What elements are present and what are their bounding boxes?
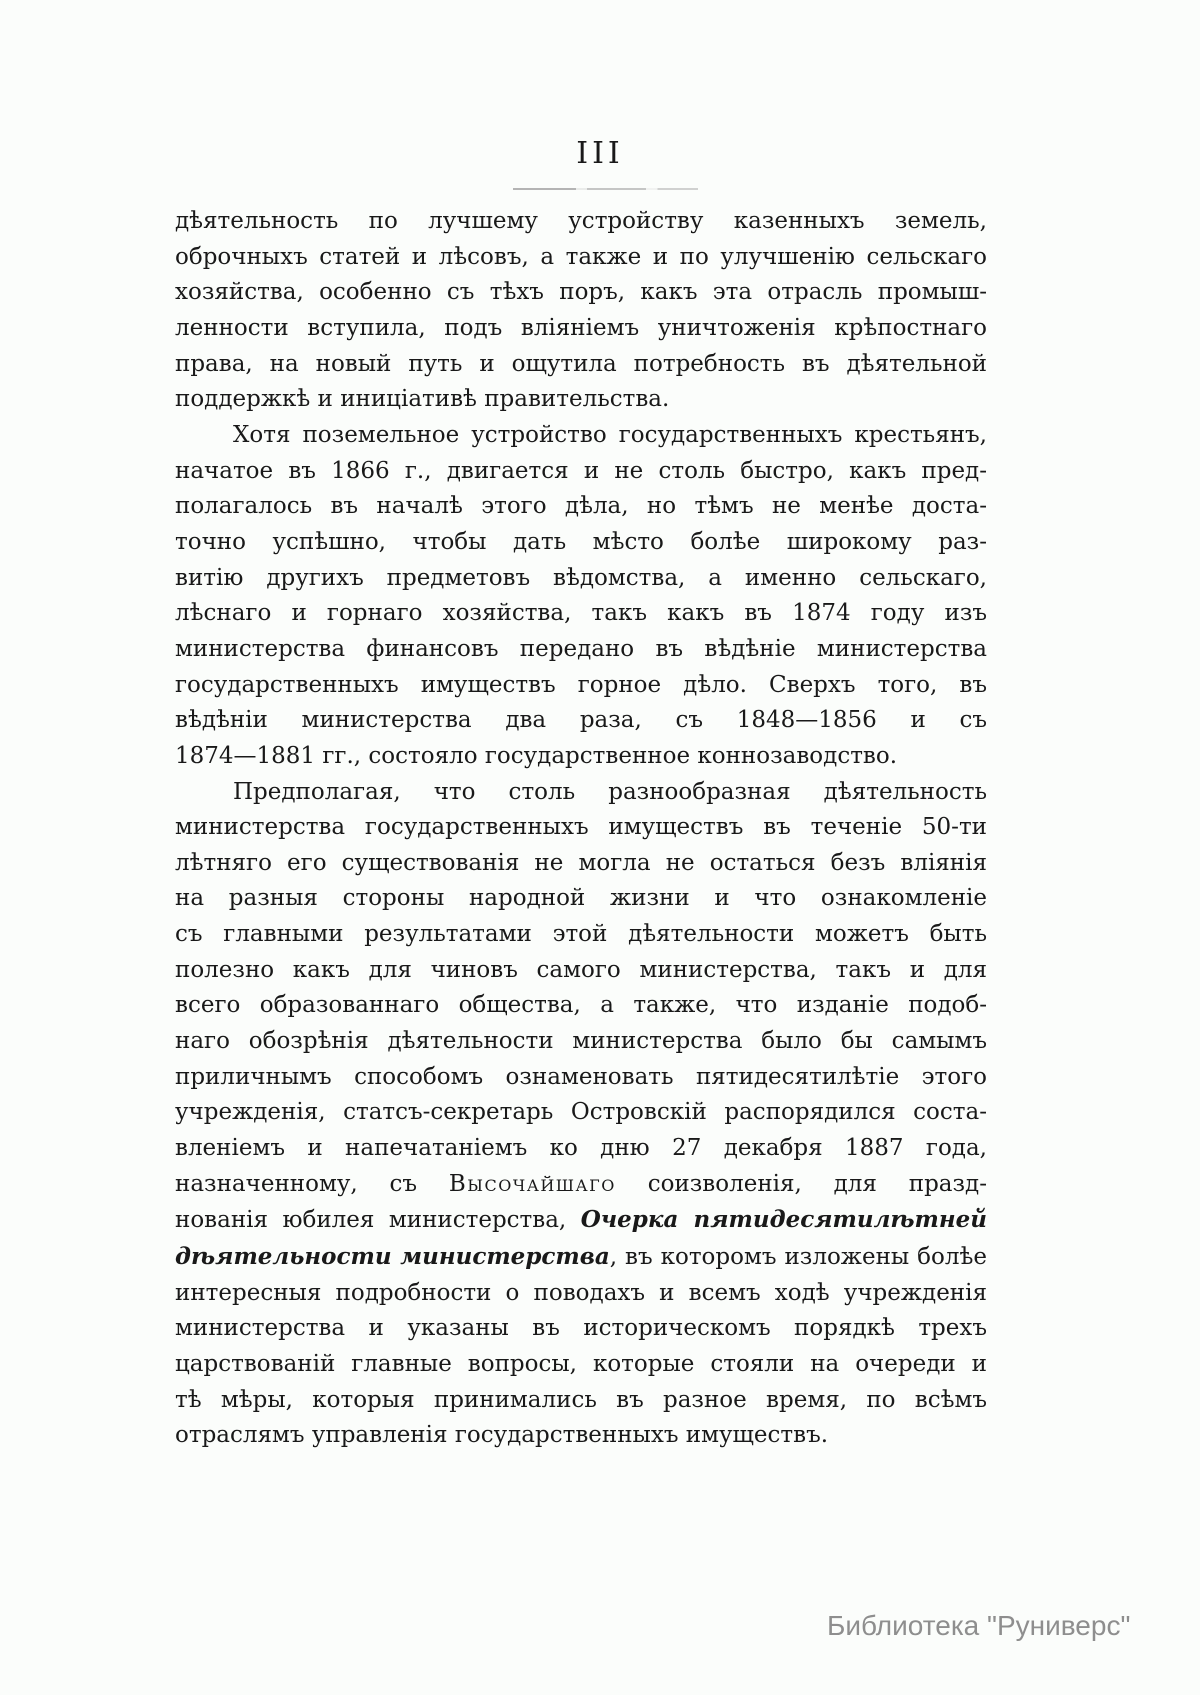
text-line [175,1202,987,1239]
text-line [175,1131,987,1167]
text-line [175,596,987,632]
text-segment: Высочайшаго [448,1170,616,1197]
text-line [175,810,987,846]
text-line [175,1418,987,1454]
text-line [175,668,987,704]
text-segment: приличнымъ способомъ ознаменовать пятидесятилѣтіе этого [175,1063,987,1090]
text-segment: интересныя подробности о поводахъ и всемъ ходѣ учрежденія [175,1279,987,1306]
text-segment: полезно какъ для чиновъ самого министерства, такъ и для [175,956,987,983]
text-line [175,382,987,418]
page-number-rule [513,188,698,190]
text-line [175,240,987,276]
text-segment: , въ которомъ изложены болѣе [609,1244,987,1271]
text-segment: нованія юбилея министерства, [175,1207,581,1234]
text-line [175,1095,987,1131]
text-segment: лѣснаго и горнаго хозяйства, такъ какъ въ 1874 году изъ [175,600,987,627]
text-segment: начатое въ 1866 г., двигается и не столь быстро, какъ пред- [175,457,987,484]
text-segment: съ главными результатами этой дѣятельности можетъ быть [175,921,987,948]
text-segment: министерства и указаны въ историческомъ порядкѣ трехъ [175,1315,987,1342]
text-line [175,953,987,989]
text-segment: тѣ мѣры, которыя принимались въ разное время, по всѣмъ [175,1386,987,1413]
text-line [175,454,987,490]
text-segment: всего образованнаго общества, а также, что изданіе подоб- [175,992,987,1019]
text-block [175,204,987,1454]
text-line [175,561,987,597]
text-segment: лѣтняго его существованія не могла не остаться безъ вліянія [175,849,987,876]
text-segment: государственныхъ имуществъ горное дѣло. Сверхъ того, въ [175,671,987,698]
text-segment: дѣятельности министерства [175,1243,610,1271]
text-segment: назначенному, съ [175,1170,449,1197]
text-segment: полагалось въ началѣ этого дѣла, но тѣмъ не менѣе доста- [175,493,987,520]
text-line [175,1239,987,1276]
text-segment: ленности вступила, подъ вліяніемъ уничтоженія крѣпостнаго [175,314,987,341]
text-segment: хозяйства, особенно съ тѣхъ поръ, какъ эта отрасль промыш- [175,279,987,306]
page-number: III [576,136,624,171]
text-segment: права, на новый путь и ощутила потребность въ дѣятельной [175,350,987,377]
text-line [175,525,987,561]
text-line [175,703,987,739]
text-line [175,917,987,953]
text-line [175,739,987,775]
text-line [175,988,987,1024]
text-segment: министерства государственныхъ имуществъ въ теченіе 50-ти [175,814,987,841]
text-segment: учрежденія, статсъ-секретарь Островскій распорядился соста- [175,1099,987,1126]
text-line [175,775,987,811]
library-watermark: Библиотека "Руниверс" [827,1610,1131,1641]
text-line [175,1347,987,1383]
text-line [175,632,987,668]
text-line [175,1276,987,1312]
text-line [175,1383,987,1419]
text-segment: дѣятельность по лучшему устройству казенныхъ земель, [175,208,987,234]
text-line [175,347,987,383]
text-line [175,311,987,347]
text-segment: вѣдѣніи министерства два раза, съ 1848—1856 и съ [175,707,987,734]
text-line [175,1311,987,1347]
text-line [175,1060,987,1096]
text-line [175,846,987,882]
text-line [175,418,987,454]
text-segment: царствованій главные вопросы, которые стояли на очереди и [175,1351,987,1377]
text-segment: Хотя поземельное устройство государственныхъ крестьянъ, [233,421,987,448]
text-segment: поддержкѣ и иниціативѣ правительства. [175,386,670,413]
text-segment: соизволенія, для празд- [615,1170,987,1197]
text-segment: министерства финансовъ передано въ вѣдѣніе министерства [175,635,987,662]
text-line [175,204,987,240]
text-segment: витію другихъ предметовъ вѣдомства, а именно сельскаго, [175,564,987,591]
text-segment: наго обозрѣнія дѣятельности министерства было бы самымъ [175,1028,987,1055]
text-segment: Предполагая, что столь разнообразная дѣятельность [233,778,987,805]
text-segment: вленіемъ и напечатаніемъ ко дню 27 декабря 1887 года, [175,1135,987,1162]
text-line [175,1024,987,1060]
text-segment: оброчныхъ статей и лѣсовъ, а также и по улучшенію сельскаго [175,243,987,270]
text-segment: на разныя стороны народной жизни и что ознакомленіе [175,885,987,912]
text-line [175,881,987,917]
text-segment: 1874—1881 гг., состояло государственное коннозаводство. [175,742,898,769]
text-line [175,489,987,525]
text-line [175,275,987,311]
text-segment: отраслямъ управленія государственныхъ имуществъ. [175,1422,829,1449]
text-line [175,1167,987,1203]
text-segment: Очерка пятидесятилѣтней [580,1206,988,1234]
text-segment: точно успѣшно, чтобы дать мѣсто болѣе широкому раз- [175,528,987,555]
